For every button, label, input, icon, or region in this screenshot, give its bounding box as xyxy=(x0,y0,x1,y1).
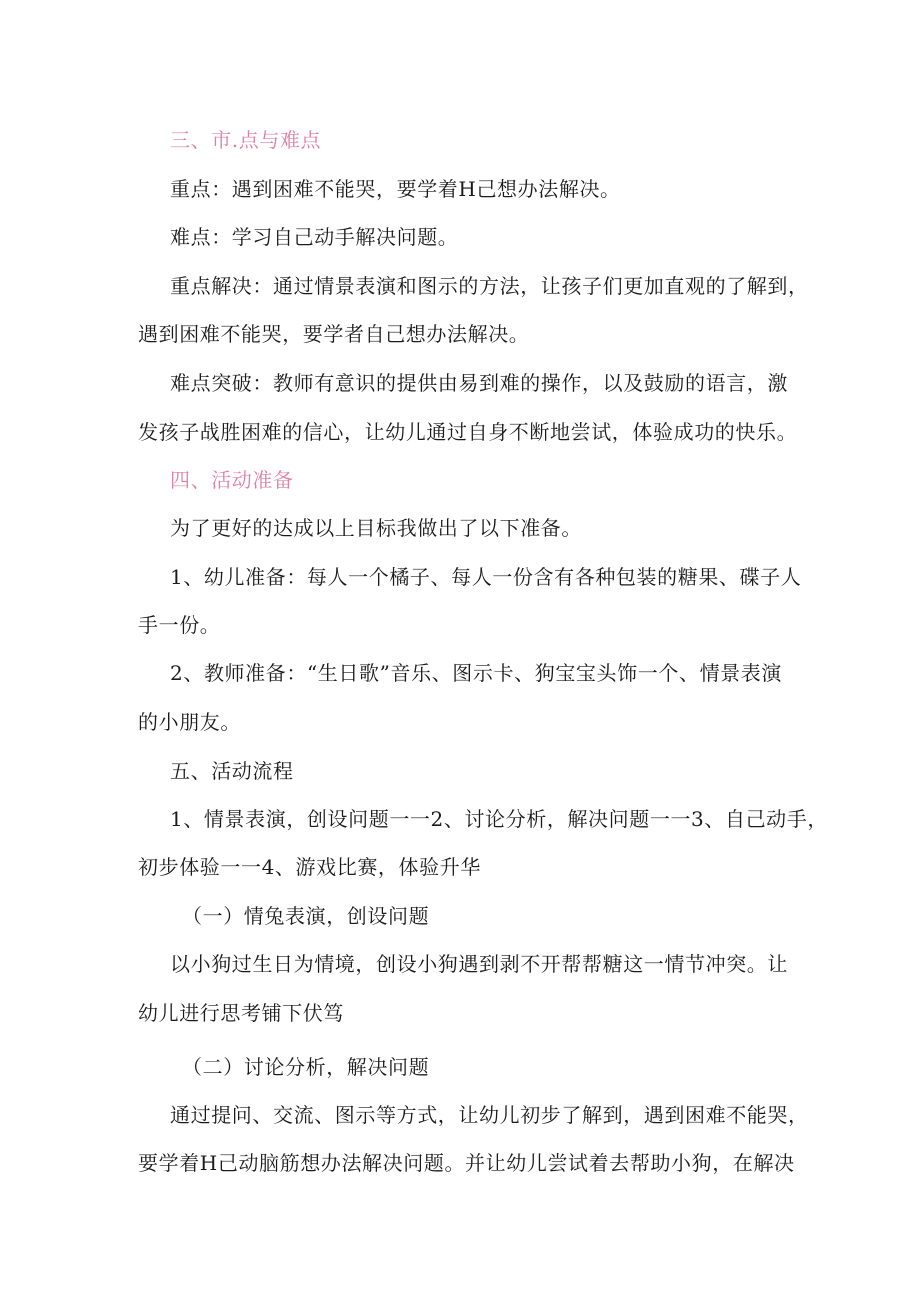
paragraph-line: 难点：学习自己动手解决问题。 xyxy=(170,225,459,249)
paragraph-line: 幼儿进行思考铺下伏笃 xyxy=(138,1001,344,1025)
paragraph-line: 以小狗过生日为情境，创设小狗遇到剥不开帮帮糖这一情节冲突。让 xyxy=(170,952,788,976)
paragraph-line: 手一份。 xyxy=(138,613,221,637)
section-heading-4: 四、活动准备 xyxy=(170,468,294,492)
subsection-heading-1: （一）情兔表演，创设问题 xyxy=(182,904,430,928)
paragraph-line: 2、教师准备：“生日歌”音乐、图示卡、狗宝宝头饰一个、情景表演 xyxy=(170,661,782,685)
paragraph-line: 遇到困难不能哭，要学者自己想办法解决。 xyxy=(138,322,530,346)
paragraph-line: 为了更好的达成以上目标我做出了以下准备。 xyxy=(170,516,582,540)
paragraph-line: 重点解决：通过情景表演和图示的方法，让孩子们更加直观的了解到， xyxy=(170,274,809,298)
paragraph-line: 1、幼儿准备：每人一个橘子、每人一份含有各种包装的糖果、碟子人 xyxy=(170,565,802,589)
section-heading-5: 五、活动流程 xyxy=(170,759,294,783)
paragraph-line: 难点突破：教师有意识的提供由易到难的操作，以及鼓励的语言，激 xyxy=(170,371,788,395)
paragraph-line: 初步体验一一4、游戏比赛，体验升华 xyxy=(138,855,481,879)
paragraph-line: 通过提问、交流、图示等方式，让幼儿初步了解到，遇到困难不能哭， xyxy=(170,1103,809,1127)
paragraph-line: 1、情景表演，创设问题一一2、讨论分析，解决问题一一3、自己动手， xyxy=(170,807,828,831)
paragraph-line: 重点：遇到困难不能哭，要学着H己想办法解决。 xyxy=(170,177,621,201)
paragraph-line: 的小朋友。 xyxy=(138,710,241,734)
paragraph-line: 发孩子战胜困难的信心，让幼儿通过自身不断地尝试，体验成功的快乐。 xyxy=(138,420,798,444)
paragraph-line: 要学着H己动脑筋想办法解决问题。并让幼儿尝试着去帮助小狗，在解决 xyxy=(138,1151,795,1175)
section-heading-3: 三、市.点与难点 xyxy=(170,128,322,152)
subsection-heading-2: （二）讨论分析，解决问题 xyxy=(182,1055,430,1079)
